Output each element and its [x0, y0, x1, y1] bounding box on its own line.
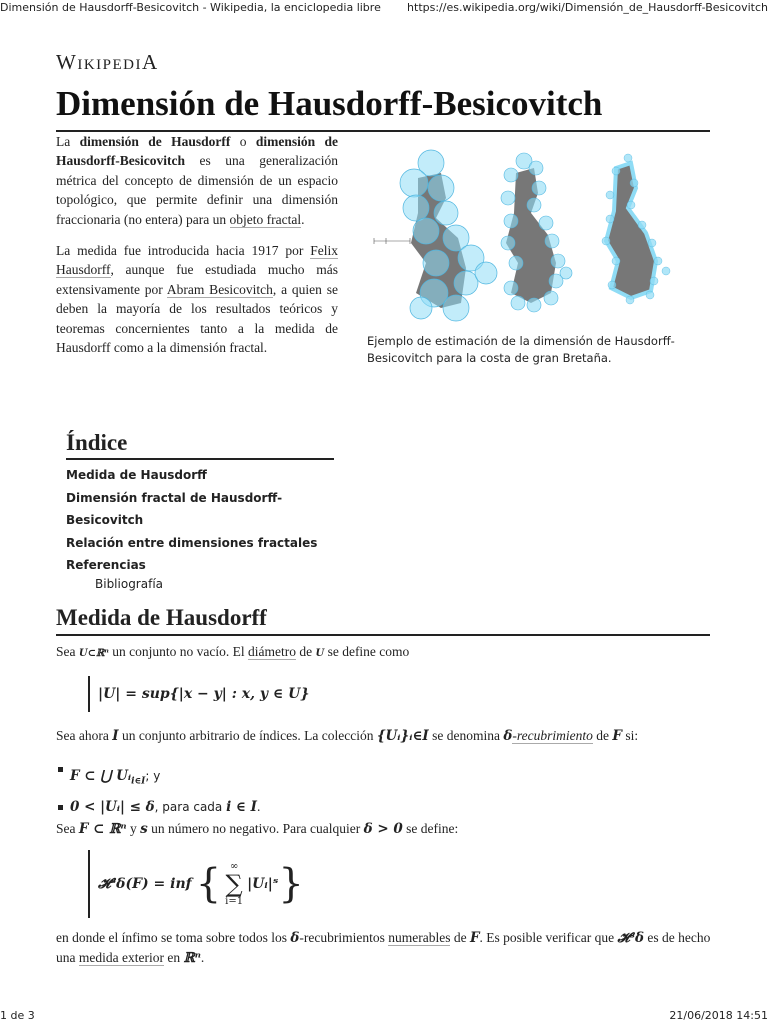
math: U⊂ℝⁿ: [78, 648, 109, 659]
math: δ: [290, 930, 300, 946]
math: |U| = sup{|x − y| : x, y ∈ U}: [98, 686, 310, 702]
toc-item-dimension-fractal[interactable]: Dimensión fractal de Hausdorff-Besicovitch: [66, 490, 283, 527]
print-footer: [0, 1006, 768, 1024]
link-objeto-fractal[interactable]: objeto fractal: [229, 211, 302, 227]
table-of-contents: [66, 430, 334, 591]
text: , aunque fue estudiada mucho más extensivamente por: [56, 262, 338, 297]
text: Sea: [56, 644, 79, 659]
math: I: [112, 728, 119, 744]
math: 0 < |Uᵢ| ≤ δ: [70, 798, 155, 815]
text: Sea ahora: [56, 728, 113, 743]
text: La: [56, 134, 80, 149]
math: s: [140, 821, 148, 837]
text: .: [256, 798, 261, 814]
scale-bar: [374, 238, 410, 244]
map-medium-cover: [501, 153, 572, 312]
math: δ > 0: [363, 821, 403, 837]
sigma: ∑: [225, 870, 243, 898]
section-line-2: [56, 727, 638, 745]
section-line-1: [56, 643, 409, 663]
text: se define:: [402, 821, 459, 836]
brace-open: {: [195, 861, 222, 907]
map-fine-cover: [602, 154, 670, 304]
text: se define como: [324, 644, 410, 659]
text: en: [163, 950, 184, 965]
text: en donde el ínfimo se toma sobre todos los: [56, 930, 291, 945]
text: se denomina: [428, 728, 504, 743]
math: F ⊂ ℝⁿ: [78, 821, 127, 837]
toc-item-relacion[interactable]: Relación entre dimensiones fractales: [66, 535, 318, 550]
wikipedia-wordmark: WikipediA: [56, 50, 159, 74]
condition-diameter: [56, 798, 260, 816]
bold-term: dimensión de Hausdorff-Besicovitch: [56, 134, 338, 169]
link-recubrimiento[interactable]: -recubrimiento: [512, 728, 593, 743]
link-abram-besicovitch[interactable]: Abram Besicovitch: [166, 281, 273, 297]
math: {Uᵢ}ᵢ∈I: [376, 728, 429, 744]
figure-caption: Ejemplo de estimación de la dimensión de Hausdorff-Besicovitch para la costa de gran Bretaña.: [367, 334, 675, 365]
math: 𝓗ˢδ: [617, 930, 645, 946]
math: F: [612, 728, 622, 744]
print-header: [0, 0, 768, 16]
link-medida-exterior[interactable]: medida exterior: [78, 950, 164, 965]
britain-coastline-figure[interactable]: [366, 143, 696, 328]
text: La medida fue introducida hacia 1917 por: [56, 243, 311, 259]
bold-term: dimensión de Hausdorff: [79, 134, 231, 149]
math: |Uᵢ|ˢ: [247, 876, 279, 892]
condition-union: [56, 760, 260, 798]
sum-upper: ∞: [229, 861, 239, 872]
page-title: Dimensión de Hausdorff-Besicovitch: [56, 80, 710, 132]
math: F: [469, 930, 480, 946]
sum-lower: i=1: [225, 896, 244, 907]
intro-paragraph-2: [56, 241, 338, 357]
section-title: Medida de Hausdorff: [56, 605, 710, 636]
text: Sea: [56, 821, 79, 836]
math: i ∈ I: [226, 798, 257, 815]
text: .: [200, 950, 205, 965]
math: U: [315, 648, 325, 659]
text: es una generalización métrica del concepto de dimensión de un espacio topológico, que permite definir una dimensión fraccionaria (no entera) para un: [56, 153, 338, 227]
link-felix-hausdorff[interactable]: Felix Hausdorff: [56, 243, 338, 278]
text: un conjunto arbitrario de índices. La colección: [118, 728, 377, 743]
text: si:: [621, 728, 639, 743]
text: un número no negativo. Para cualquier: [147, 821, 364, 836]
sum-symbol: [225, 861, 243, 907]
math: ℝⁿ: [183, 950, 201, 966]
toc-item-bibliografia[interactable]: Bibliografía: [95, 576, 164, 591]
section-line-3: [56, 820, 458, 838]
text: de: [295, 644, 316, 659]
intro-text: [56, 132, 338, 369]
print-header-url: https://es.wikipedia.org/wiki/Dimensión_de_Hausdorff-Besicovitch: [407, 1, 768, 14]
math: 𝓗ˢδ(F) = inf: [98, 876, 192, 892]
toc-title: Índice: [66, 430, 334, 460]
text: de: [450, 930, 470, 945]
text: -recubrimientos: [299, 930, 389, 945]
section-line-4: [56, 928, 712, 968]
math: δ: [503, 728, 513, 744]
text: y: [126, 821, 141, 836]
toc-item-referencias[interactable]: Referencias: [66, 558, 146, 572]
brace-close: }: [278, 861, 304, 907]
link-numerables[interactable]: numerables: [388, 930, 451, 945]
print-header-title: Dimensión de Hausdorff-Besicovitch - Wikipedia, la enciclopedia libre: [0, 1, 381, 14]
text: .: [301, 211, 305, 227]
text: un conjunto no vacío. El: [108, 644, 248, 659]
intro-paragraph-1: [56, 132, 338, 229]
page-number: 1 de 3: [0, 1009, 35, 1022]
equation-hausdorff-content: [88, 850, 304, 918]
text: ; y: [145, 769, 161, 783]
print-datetime: 21/06/2018 14:51: [669, 1009, 768, 1022]
text: o: [230, 134, 256, 149]
text: , para cada: [154, 799, 227, 814]
text: . Es posible verificar que: [479, 930, 618, 945]
math-subscript: i∈I: [131, 776, 146, 787]
link-diametro[interactable]: diámetro: [247, 644, 296, 659]
equation-diameter: [88, 676, 309, 712]
cover-conditions-list: [56, 760, 260, 816]
math: F ⊂ ⋃ Uᵢ: [70, 768, 132, 784]
toc-item-medida[interactable]: Medida de Hausdorff: [66, 468, 207, 482]
map-coarse-cover: [400, 150, 497, 321]
text: de: [592, 728, 613, 743]
toc-list: [66, 464, 334, 591]
text: es de hecho una: [56, 930, 711, 965]
text: , a quien se deben la mayoría de los resultados teóricos y teoremas concernientes tanto a la medida de Hausdorff como a la dimensión fractal.: [56, 281, 338, 356]
